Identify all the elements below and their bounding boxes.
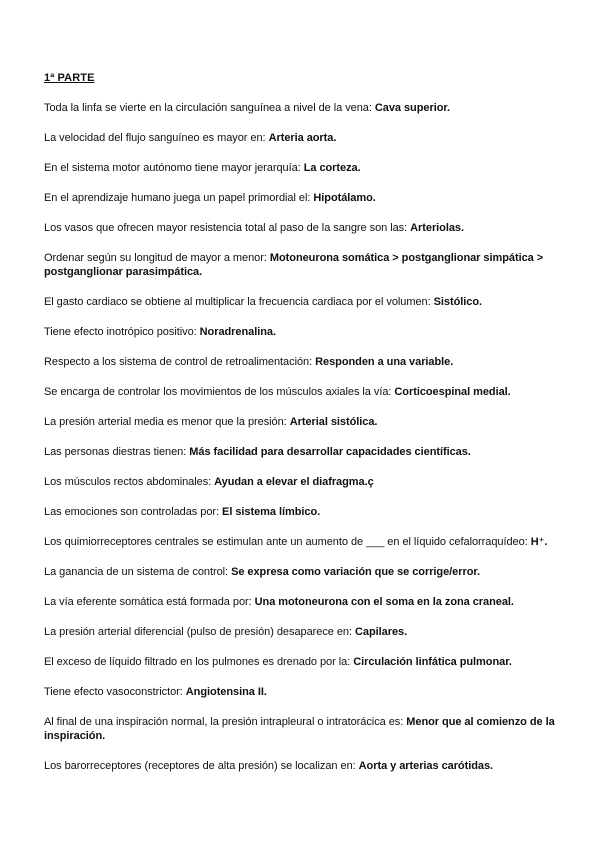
- question-item: [44, 415, 564, 429]
- question-text: La velocidad del flujo sanguíneo es mayor en:: [44, 132, 269, 144]
- question-item: [44, 251, 564, 279]
- answer-text: Arteriolas.: [410, 222, 464, 234]
- document-page: [44, 72, 564, 789]
- answer-text: Arteria aorta.: [268, 132, 337, 144]
- question-item: [44, 595, 564, 609]
- answer-text: Sistólico.: [433, 296, 483, 308]
- answer-text: H⁺.: [530, 536, 548, 548]
- question-item: [44, 685, 564, 699]
- question-text: Se encarga de controlar los movimientos de los músculos axiales la vía:: [44, 386, 395, 398]
- answer-text: Circulación linfática pulmonar.: [353, 656, 512, 668]
- answer-text: Se expresa como variación que se corrige/error.: [231, 566, 480, 578]
- question-item: [44, 221, 564, 235]
- question-text: Los barorreceptores (receptores de alta presión) se localizan en:: [44, 760, 359, 772]
- answer-text: Cava superior.: [374, 102, 451, 114]
- question-item: [44, 355, 564, 369]
- question-text: El gasto cardiaco se obtiene al multiplicar la frecuencia cardiaca por el volumen:: [44, 296, 434, 308]
- answer-text: Menor que al comienzo de la inspiración.: [44, 716, 555, 742]
- question-item: [44, 325, 564, 339]
- question-item: [44, 475, 564, 489]
- question-text: Tiene efecto inotrópico positivo:: [44, 326, 200, 338]
- question-item: [44, 715, 564, 743]
- question-text: La ganancia de un sistema de control:: [44, 566, 232, 578]
- answer-text: Capilares.: [355, 626, 408, 638]
- question-item: [44, 161, 564, 175]
- question-text: La presión arterial diferencial (pulso de presión) desaparece en:: [44, 626, 355, 638]
- question-item: [44, 295, 564, 309]
- question-item: [44, 535, 564, 549]
- answer-text: Corticoespinal medial.: [394, 386, 511, 398]
- question-text: La vía eferente somática está formada por:: [44, 596, 255, 608]
- question-item: [44, 131, 564, 145]
- answer-text: Responden a una variable.: [315, 356, 454, 368]
- answer-text: Motoneurona somática > postganglionar simpática > postganglionar parasimpática.: [44, 252, 544, 278]
- question-text: Las emociones son controladas por:: [44, 506, 223, 518]
- question-text: En el aprendizaje humano juega un papel primordial el:: [44, 192, 314, 204]
- question-text: La presión arterial media es menor que la presión:: [44, 416, 290, 428]
- answer-text: Una motoneurona con el soma en la zona craneal.: [254, 596, 514, 608]
- question-text: En el sistema motor autónomo tiene mayor jerarquía:: [44, 162, 304, 174]
- answer-text: Aorta y arterias carótidas.: [358, 760, 494, 772]
- question-item: [44, 655, 564, 669]
- answer-text: Angiotensina II.: [185, 686, 267, 698]
- question-text: Al final de una inspiración normal, la presión intrapleural o intratorácica es:: [44, 716, 407, 728]
- question-item: [44, 191, 564, 205]
- answer-text: Noradrenalina.: [199, 326, 276, 338]
- answer-text: La corteza.: [303, 162, 361, 174]
- answer-text: El sistema límbico.: [222, 506, 321, 518]
- question-list: [44, 101, 564, 773]
- answer-text: Ayudan a elevar el diafragma.ç: [214, 476, 374, 488]
- question-text: El exceso de líquido filtrado en los pulmones es drenado por la:: [44, 656, 354, 668]
- question-text: Los quimiorreceptores centrales se estimulan ante un aumento de ___ en el líquido cefalorraquídeo:: [44, 536, 531, 548]
- question-item: [44, 505, 564, 519]
- question-item: [44, 565, 564, 579]
- question-text: Ordenar según su longitud de mayor a menor:: [44, 252, 270, 264]
- question-text: Respecto a los sistema de control de retroalimentación:: [44, 356, 316, 368]
- question-text: Toda la linfa se vierte en la circulación sanguínea a nivel de la vena:: [44, 102, 375, 114]
- question-text: Las personas diestras tienen:: [44, 446, 190, 458]
- section-heading: 1ª PARTE: [44, 72, 95, 84]
- question-text: Tiene efecto vasoconstrictor:: [44, 686, 186, 698]
- question-item: [44, 759, 564, 773]
- answer-text: Hipotálamo.: [313, 192, 376, 204]
- question-item: [44, 101, 564, 115]
- question-text: Los vasos que ofrecen mayor resistencia total al paso de la sangre son las:: [44, 222, 411, 234]
- answer-text: Más facilidad para desarrollar capacidades científicas.: [189, 446, 471, 458]
- question-item: [44, 445, 564, 459]
- question-item: [44, 385, 564, 399]
- question-item: [44, 625, 564, 639]
- question-text: Los músculos rectos abdominales:: [44, 476, 215, 488]
- answer-text: Arterial sistólica.: [289, 416, 378, 428]
